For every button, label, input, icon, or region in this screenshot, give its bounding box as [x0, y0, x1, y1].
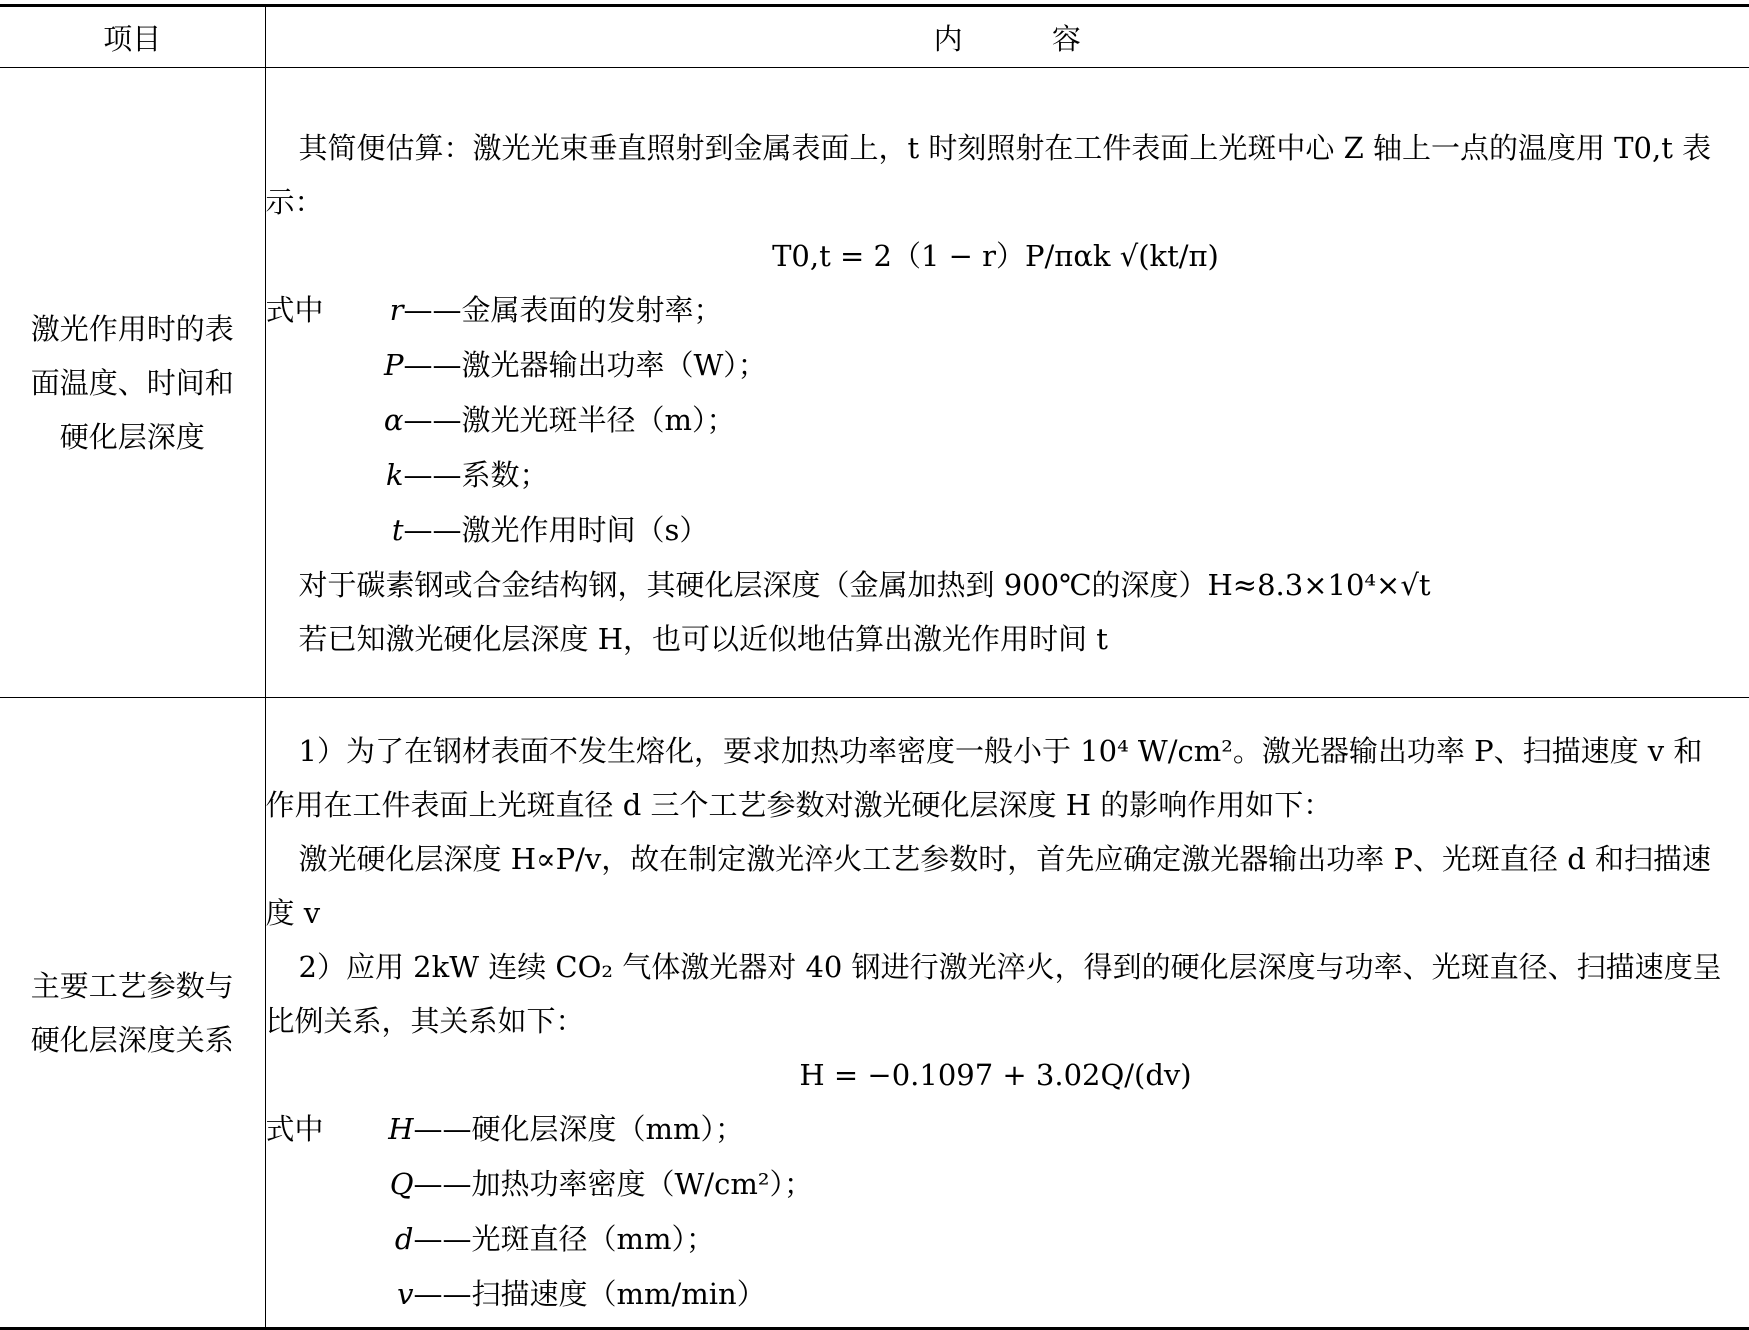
variable-desc: ——激光器输出功率（W）； [403, 348, 767, 382]
variable-desc: ——激光光斑半径（m）； [403, 403, 736, 437]
header-row [0, 6, 1749, 68]
variable-symbol: P [383, 348, 404, 382]
equation: T0,t = 2（1 − r）P/παk √(kt/π) [772, 239, 1219, 273]
note-paragraph: 若已知激光硬化层深度 H，也可以近似地估算出激光作用时间 t [298, 622, 1108, 656]
variable-desc: ——硬化层深度（mm）； [413, 1111, 744, 1146]
variable-list [266, 1102, 1726, 1322]
row-label-text: 主要工艺参数与硬化层深度关系 [30, 968, 234, 1057]
variable-item [266, 448, 1726, 503]
variable-desc: ——扫描速度（mm/min） [413, 1276, 766, 1311]
variable-symbol: t [391, 513, 404, 547]
table-row [0, 68, 1749, 698]
where-lead: 式中 [265, 1111, 324, 1146]
row-content [265, 698, 1749, 1329]
spec-table [0, 4, 1749, 1330]
row-label-text: 激光作用时的表面温度、时间和硬化层深度 [30, 311, 234, 454]
equation: H = −0.1097 + 3.02Q/(dv) [799, 1057, 1192, 1092]
variable-symbol: H [388, 1111, 414, 1146]
paragraph-3: 2）应用 2kW 连续 CO₂ 气体激光器对 40 钢进行激光淬火，得到的硬化层深度与功率、光斑直径、扫描速度呈比例关系，其关系如下： [265, 949, 1722, 1038]
variable-desc: ——加热功率密度（W/cm²）； [413, 1166, 813, 1201]
variable-item [266, 393, 1726, 448]
variable-symbol: k [385, 458, 404, 492]
row-label [0, 698, 265, 1329]
intro-paragraph: 其简便估算：激光光束垂直照射到金属表面上，t 时刻照射在工件表面上光斑中心 Z 轴上一点的温度用 T0,t 表示： [265, 131, 1712, 219]
variable-item [266, 338, 1726, 393]
variable-symbol: d [394, 1221, 414, 1256]
paragraph-2: 激光硬化层深度 H∝P/v，故在制定激光淬火工艺参数时，首先应确定激光器输出功率 P、光斑直径 d 和扫描速度 v [265, 841, 1712, 930]
header-content-text: 内 容 [933, 21, 1121, 56]
variable-list [266, 283, 1726, 558]
variable-symbol: r [389, 293, 404, 327]
variable-item [266, 1267, 1726, 1322]
variable-item [266, 283, 1726, 338]
variable-item [266, 1157, 1726, 1212]
variable-item [266, 503, 1726, 558]
row-content [265, 68, 1749, 698]
variable-symbol: v [397, 1276, 414, 1311]
variable-symbol: Q [389, 1166, 414, 1201]
variable-item [266, 1212, 1726, 1267]
table-row [0, 698, 1749, 1329]
header-content [265, 6, 1749, 68]
row-label [0, 68, 265, 698]
header-item: 项目 [0, 6, 265, 68]
variable-item [266, 1102, 1726, 1157]
variable-desc: ——激光作用时间（s） [403, 513, 709, 547]
variable-symbol: α [383, 403, 404, 437]
note-paragraph: 对于碳素钢或合金结构钢，其硬化层深度（金属加热到 900℃的深度）H≈8.3×10⁴×√t [298, 568, 1431, 602]
paragraph-1: 1）为了在钢材表面不发生熔化，要求加热功率密度一般小于 10⁴ W/cm²。激光器输出功率 P、扫描速度 v 和作用在工件表面上光斑直径 d 三个工艺参数对激光硬化层深度 H 的影响作用如下： [265, 733, 1703, 822]
variable-desc: ——系数； [403, 458, 549, 492]
where-lead: 式中 [265, 293, 324, 327]
variable-desc: ——金属表面的发射率； [403, 293, 723, 327]
variable-desc: ——光斑直径（mm）； [413, 1221, 715, 1256]
